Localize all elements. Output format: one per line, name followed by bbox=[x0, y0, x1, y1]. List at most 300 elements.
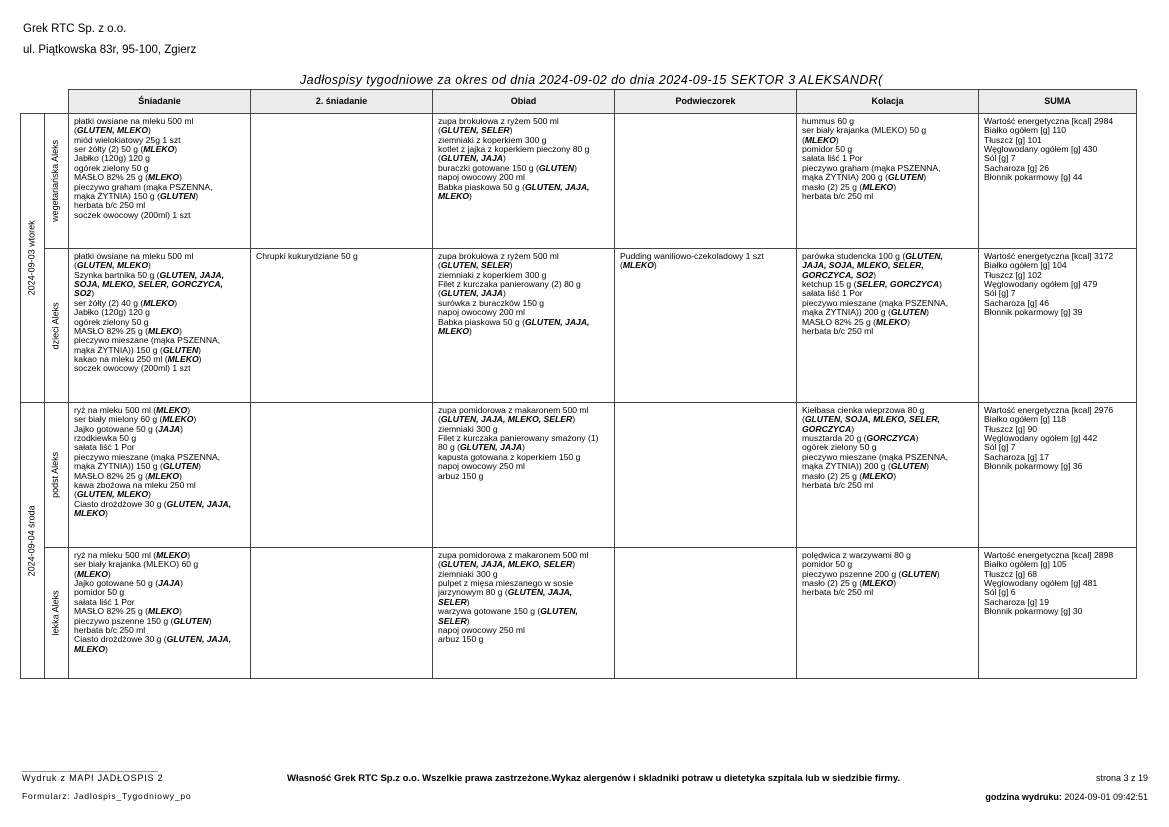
print-time-value: 2024-09-01 09:42:51 bbox=[1064, 792, 1148, 802]
dish-text: ) bbox=[926, 307, 930, 318]
dish-text: arbuz 150 g bbox=[438, 634, 484, 645]
dish-text: mąka ŻYTNIA)) 150 g ( bbox=[74, 461, 163, 472]
dish-text: pieczywo mieszane (mąka PSZENNA, bbox=[802, 451, 949, 462]
dish-text: kotlet z jajka z koperkiem pieczony 80 g bbox=[438, 144, 590, 155]
dish-text: Węglowodany ogółem [g] 479 bbox=[984, 279, 1098, 290]
allergen-text: SO2 bbox=[74, 288, 92, 299]
allergen-text: GLUTEN, JAJA, bbox=[166, 498, 232, 509]
allergen-text: GLUTEN bbox=[173, 615, 209, 626]
dish-text: ) bbox=[572, 414, 576, 425]
column-header-kolacja: Kolacja bbox=[797, 90, 979, 114]
dish-text: Pudding waniliowo-czekoladowy 1 szt bbox=[620, 251, 764, 261]
allergen-text: MLEKO bbox=[74, 507, 106, 518]
dish-text: ( bbox=[74, 125, 77, 136]
allergen-text: SELER, GORCZYCA bbox=[856, 279, 940, 290]
dish-text: ( bbox=[438, 288, 441, 299]
menu-line bbox=[802, 481, 973, 490]
allergen-text: GLUTEN, JAJA bbox=[440, 288, 503, 299]
column-header-podwieczorek: Podwieczorek bbox=[615, 90, 797, 114]
dish-text: herbata b/c 250 ml bbox=[802, 479, 874, 490]
dish-text: soczek owocowy (200ml) 1 szt bbox=[74, 363, 191, 374]
print-time bbox=[985, 792, 1148, 802]
allergen-text: MLEKO bbox=[156, 405, 188, 415]
allergen-text: GLUTEN, bbox=[905, 251, 943, 261]
dish-text: pomidor 50 g bbox=[802, 144, 853, 155]
dish-text: ) bbox=[574, 162, 578, 173]
summary-cell bbox=[979, 249, 1137, 403]
dish-text: ) bbox=[179, 606, 182, 617]
meal-cell-kolacja bbox=[797, 114, 979, 249]
menu-line bbox=[438, 192, 609, 201]
dish-text: ) bbox=[939, 279, 942, 290]
allergen-text: MLEKO bbox=[162, 414, 194, 425]
dish-text: ser żółty (2) 50 g ( bbox=[74, 144, 144, 155]
dish-text: kapusta gotowana z koperkiem 150 g bbox=[438, 451, 581, 462]
dish-text: Sacharoza [g] 26 bbox=[984, 162, 1049, 173]
dish-text: ) bbox=[893, 470, 897, 481]
diet-label: wegetariańska Aleks bbox=[50, 139, 61, 223]
allergen-text: GLUTEN, JAJA, bbox=[524, 316, 590, 327]
meal-cell-2-sniadanie bbox=[251, 249, 433, 403]
dish-text: ) bbox=[915, 433, 919, 444]
dish-text: ogórek zielony 50 g bbox=[74, 162, 149, 173]
dish-text: pieczywo mieszane (mąka PSZENNA, bbox=[802, 297, 949, 308]
weekly-menu-table bbox=[20, 89, 1137, 679]
dish-text: sałata liść 1 Por bbox=[802, 153, 863, 164]
allergen-text: GLUTEN, JAJA, bbox=[166, 634, 232, 645]
dish-text: napoj owocowy 250 ml bbox=[438, 624, 525, 635]
menu-line bbox=[74, 280, 245, 289]
meal-cell-kolacja bbox=[797, 249, 979, 403]
dish-text: MASŁO 82% 25 g ( bbox=[74, 325, 149, 336]
dish-text: herbata b/c 250 ml bbox=[802, 325, 874, 336]
meal-cell-sniadanie bbox=[69, 114, 251, 249]
dish-text: MASŁO 82% 25 g ( bbox=[74, 470, 149, 481]
dish-text: ( bbox=[620, 260, 623, 271]
dish-text: napoj owocowy 200 ml bbox=[438, 172, 525, 183]
date-label: 2024-09-03 wtorek bbox=[26, 220, 37, 296]
allergen-text: GLUTEN bbox=[162, 344, 199, 355]
dish-text: ) bbox=[174, 144, 178, 155]
dish-text: kawa zbożowa na mleku 250 ml bbox=[74, 479, 196, 490]
menu-line bbox=[802, 327, 973, 336]
meal-cell-podwieczorek bbox=[615, 548, 797, 679]
allergen-text: GLUTEN, JAJA, MLEKO, SELER bbox=[440, 559, 573, 570]
footer-printout-label: Wydruk z MAPI JADŁOSPIS 2 bbox=[22, 773, 164, 783]
dish-text: zupa pomidorowa z makaronem 500 ml bbox=[438, 550, 589, 560]
dish-text: ) bbox=[174, 297, 178, 308]
diet-cell bbox=[45, 114, 69, 249]
dish-text: Filet z kurczaka panierowany (2) 80 g bbox=[438, 279, 581, 290]
dish-text: Tłuszcz [g] 102 bbox=[984, 269, 1042, 280]
dish-text: ) bbox=[195, 190, 199, 201]
allergen-text: GLUTEN bbox=[159, 190, 196, 201]
dish-text: herbata b/c 250 ml bbox=[802, 190, 874, 201]
meal-cell-podwieczorek bbox=[615, 403, 797, 548]
menu-line bbox=[256, 252, 427, 261]
allergen-text: GLUTEN, JAJA, bbox=[507, 587, 573, 598]
dish-text: ( bbox=[74, 489, 77, 500]
allergen-text: GLUTEN bbox=[890, 461, 927, 472]
document-title: Jadłospisy tygodniowe za okres od dnia 2024-09-02 do dnia 2024-09-15 SEKTOR 3 ALEKSANDR( bbox=[300, 73, 883, 87]
dish-text: ) bbox=[198, 344, 202, 355]
dish-text: ( bbox=[438, 260, 441, 271]
allergen-text: GLUTEN bbox=[901, 568, 937, 579]
dish-text: ogórek zielony 50 g bbox=[802, 442, 877, 453]
dish-text: ) bbox=[179, 325, 182, 336]
allergen-text: MLEKO bbox=[74, 643, 106, 654]
dish-text: ) bbox=[148, 125, 151, 136]
allergen-text: MLEKO bbox=[862, 470, 894, 481]
header-blank-date bbox=[21, 90, 45, 114]
dish-text: masło (2) 25 g ( bbox=[802, 578, 863, 589]
dish-text: warzywa gotowane 150 g ( bbox=[438, 606, 541, 617]
dish-text: ) bbox=[148, 489, 151, 500]
allergen-text: MLEKO bbox=[76, 568, 108, 579]
menu-line bbox=[438, 327, 609, 336]
dish-text: pieczywo pszenne 150 g ( bbox=[74, 615, 174, 626]
meal-cell-2-sniadanie bbox=[251, 114, 433, 249]
diet-cell bbox=[45, 403, 69, 548]
dish-text: pieczywo graham (mąka PSZENNA, bbox=[74, 181, 213, 192]
dish-text: MASŁO 82% 25 g ( bbox=[74, 172, 149, 183]
menu-line bbox=[438, 472, 609, 481]
allergen-text: GLUTEN, JAJA, bbox=[524, 181, 590, 192]
table-row bbox=[21, 249, 1137, 403]
dish-text: ) bbox=[502, 153, 506, 164]
dish-text: ) bbox=[148, 260, 151, 271]
dish-text: ryż na mleku 500 ml ( bbox=[74, 550, 157, 560]
menu-line bbox=[74, 364, 245, 373]
dish-text: ( bbox=[74, 260, 77, 271]
column-header-obiad: Obiad bbox=[433, 90, 615, 114]
meal-cell-2-sniadanie bbox=[251, 548, 433, 679]
print-time-label: godzina wydruku: bbox=[985, 792, 1062, 802]
company-address: ul. Piątkowska 83r, 95-100, Zgierz bbox=[23, 44, 197, 56]
dish-text: ) bbox=[107, 568, 111, 579]
dish-text: Błonnik pokarmowy [g] 44 bbox=[984, 172, 1083, 183]
dish-text: Błonnik pokarmowy [g] 30 bbox=[984, 606, 1083, 617]
dish-text: buraczki gotowane 150 g ( bbox=[438, 162, 539, 173]
date-cell bbox=[21, 114, 45, 403]
dish-text: Kiełbasa cienka wieprzowa 80 g bbox=[802, 405, 925, 415]
meal-cell-obiad bbox=[433, 249, 615, 403]
dish-text: napoj owocowy 200 ml bbox=[438, 307, 525, 318]
allergen-text: GLUTEN, JAJA, MLEKO, SELER bbox=[440, 414, 573, 425]
dish-text: sałata liść 1 Por bbox=[74, 596, 135, 607]
menu-line bbox=[620, 261, 791, 270]
dish-text: masło (2) 25 g ( bbox=[802, 470, 863, 481]
dish-text: Ciasto drożdżowe 30 g ( bbox=[74, 634, 167, 645]
dish-text: ( bbox=[438, 125, 441, 136]
allergen-text: GLUTEN bbox=[162, 461, 199, 472]
dish-text: Węglowodany ogółem [g] 442 bbox=[984, 433, 1098, 444]
allergen-text: GLUTEN bbox=[538, 162, 575, 173]
dish-text: surówka z buraczków 150 g bbox=[438, 297, 545, 308]
dish-text: Białko ogółem [g] 110 bbox=[984, 125, 1067, 136]
allergen-text: MLEKO bbox=[156, 550, 188, 560]
diet-cell bbox=[45, 249, 69, 403]
dish-text: Wartość energetyczna [kcal] 2976 bbox=[984, 405, 1114, 415]
menu-line bbox=[438, 635, 609, 644]
meal-cell-podwieczorek bbox=[615, 114, 797, 249]
menu-line bbox=[802, 192, 973, 201]
dish-text: mąka ŻYTNIA) 150 g ( bbox=[74, 190, 160, 201]
dish-text: Sól [g] 6 bbox=[984, 587, 1016, 598]
dish-text: ) bbox=[105, 643, 108, 654]
dish-text: polędwica z warzywami 80 g bbox=[802, 550, 911, 560]
dish-text: kakao na mleku 250 ml ( bbox=[74, 353, 168, 364]
dish-text: ) bbox=[187, 550, 191, 560]
company-name: Grek RTC Sp. z o.o. bbox=[23, 23, 127, 35]
dish-text: Sacharoza [g] 17 bbox=[984, 451, 1049, 462]
dish-text: ) bbox=[923, 172, 927, 183]
table-row bbox=[21, 114, 1137, 249]
dish-text: pieczywo mieszane (mąka PSZENNA, bbox=[74, 335, 221, 346]
menu-line bbox=[802, 588, 973, 597]
dish-text: ziemniaki 300 g bbox=[438, 568, 498, 579]
meal-cell-obiad bbox=[433, 403, 615, 548]
dish-text: hummus 60 g bbox=[802, 116, 855, 126]
dish-text: Filet z kurczaka panierowany smażony (1) bbox=[438, 433, 599, 444]
dish-text: mąka ŻYTNIA)) 200 g ( bbox=[802, 307, 891, 318]
dish-text: herbata b/c 250 ml bbox=[74, 624, 146, 635]
allergen-text: GLUTEN, MLEKO bbox=[76, 125, 149, 136]
dish-text: 80 g ( bbox=[438, 442, 460, 453]
allergen-text: GLUTEN, SELER bbox=[440, 260, 510, 271]
diet-label: lekka Aleks bbox=[50, 590, 61, 636]
dish-text: Węglowodany ogółem [g] 481 bbox=[984, 578, 1098, 589]
dish-text: Babka piaskowa 50 g ( bbox=[438, 316, 525, 327]
dish-text: ) bbox=[936, 568, 940, 579]
dish-text: ser biały krajanka (MLEKO) 50 g bbox=[802, 125, 927, 136]
dish-text: herbata b/c 250 ml bbox=[802, 587, 874, 598]
menu-line bbox=[74, 645, 245, 654]
column-header-2-sniadanie: 2. śniadanie bbox=[251, 90, 433, 114]
allergen-text: MLEKO bbox=[148, 325, 180, 336]
date-label: 2024-09-04 środa bbox=[26, 504, 37, 577]
meal-cell-obiad bbox=[433, 548, 615, 679]
dish-text: mąka ŻYTNIA)) 150 g ( bbox=[74, 344, 163, 355]
allergen-text: JAJA bbox=[158, 578, 181, 589]
dish-text: ( bbox=[438, 559, 441, 570]
allergen-text: GLUTEN, bbox=[540, 606, 578, 617]
meal-cell-sniadanie bbox=[69, 403, 251, 548]
meal-cell-kolacja bbox=[797, 548, 979, 679]
allergen-text: GLUTEN, SOJA, MLEKO, SELER, bbox=[804, 414, 940, 425]
dish-text: Chrupki kukurydziane 50 g bbox=[256, 251, 358, 261]
dish-text: ketchup 15 g ( bbox=[802, 279, 857, 290]
table-row bbox=[21, 548, 1137, 679]
dish-text: Białko ogółem [g] 105 bbox=[984, 559, 1067, 570]
dish-text: ) bbox=[179, 470, 182, 481]
dish-text: Jabłko (120g) 120 g bbox=[74, 307, 150, 318]
dish-text: Tłuszcz [g] 101 bbox=[984, 134, 1042, 145]
dish-text: ) bbox=[466, 615, 470, 626]
dish-text: Błonnik pokarmowy [g] 36 bbox=[984, 461, 1083, 472]
dish-text: ziemniaki z koperkiem 300 g bbox=[438, 269, 547, 280]
dish-text: Tłuszcz [g] 90 bbox=[984, 423, 1038, 434]
dish-text: Błonnik pokarmowy [g] 39 bbox=[984, 307, 1083, 318]
table-row bbox=[21, 403, 1137, 548]
allergen-text: GORCZYCA bbox=[802, 423, 852, 434]
dish-text: ) bbox=[469, 190, 472, 201]
dish-text: ) bbox=[105, 507, 108, 518]
dish-text: ) bbox=[469, 325, 472, 336]
header-blank-diet bbox=[45, 90, 69, 114]
diet-label: dzieci Aleks bbox=[50, 301, 61, 350]
allergen-text: MLEKO bbox=[876, 316, 908, 327]
allergen-text: MLEKO bbox=[143, 297, 175, 308]
dish-text: mąka ŻYTNIA)) 200 g ( bbox=[802, 461, 891, 472]
allergen-text: MLEKO bbox=[148, 606, 180, 617]
dish-text: ) bbox=[873, 269, 877, 280]
dish-text: ziemniaki 300 g bbox=[438, 423, 498, 434]
dish-text: herbata b/c 250 ml bbox=[74, 200, 146, 211]
dish-text: miód wielokiatowy 25g 1 szt bbox=[74, 134, 181, 145]
dish-text: płatki owsiane na mleku 500 ml bbox=[74, 251, 194, 261]
footer-ownership-notice: Własność Grek RTC Sp.z o.o. Wszelkie prawa zastrzeżone.Wykaz alergenów i skladniki potraw u dietetyka szpitala lub w siedzibie firmy. bbox=[287, 773, 901, 784]
dish-text: ) bbox=[193, 414, 197, 425]
dish-text: Sacharoza [g] 19 bbox=[984, 596, 1049, 607]
summary-cell bbox=[979, 548, 1137, 679]
allergen-text: MLEKO bbox=[167, 353, 199, 364]
menu-line bbox=[74, 509, 245, 518]
allergen-text: GORCZYCA bbox=[866, 433, 916, 444]
dish-text: ) bbox=[907, 316, 910, 327]
dish-text: ) bbox=[179, 172, 182, 183]
dish-text: pieczywo graham (mąka PSZENNA, bbox=[802, 162, 941, 173]
allergen-text: MLEKO bbox=[148, 172, 180, 183]
dish-text: Białko ogółem [g] 104 bbox=[984, 260, 1067, 271]
dish-text: ( bbox=[438, 414, 441, 425]
dish-text: MASŁO 82% 25 g ( bbox=[802, 316, 877, 327]
allergen-text: SELER bbox=[438, 615, 467, 626]
dish-text: pomidor 50 g bbox=[802, 559, 853, 570]
dish-text: ) bbox=[466, 596, 470, 607]
dish-text: mąka ŻYTNIA) 200 g ( bbox=[802, 172, 888, 183]
dish-text: sałata liść 1 Por bbox=[802, 288, 863, 299]
menu-line bbox=[984, 607, 1131, 616]
dish-text: Jabłko (120g) 120 g bbox=[74, 153, 150, 164]
dish-text: ) bbox=[835, 134, 839, 145]
meal-cell-sniadanie bbox=[69, 249, 251, 403]
dish-text: MASŁO 82% 25 g ( bbox=[74, 606, 149, 617]
dish-text: ) bbox=[572, 559, 576, 570]
meal-cell-podwieczorek bbox=[615, 249, 797, 403]
column-header-sniadanie: Śniadanie bbox=[69, 90, 251, 114]
dish-text: Białko ogółem [g] 118 bbox=[984, 414, 1067, 425]
dish-text: ) bbox=[893, 181, 897, 192]
dish-text: pomidor 50 g bbox=[74, 587, 125, 598]
dish-text: musztarda 20 g ( bbox=[802, 433, 867, 444]
dish-text: ) bbox=[91, 288, 95, 299]
column-header-suma: SUMA bbox=[979, 90, 1137, 114]
dish-text: ( bbox=[74, 568, 77, 579]
allergen-text: MLEKO bbox=[143, 144, 175, 155]
summary-cell bbox=[979, 403, 1137, 548]
allergen-text: MLEKO bbox=[148, 470, 180, 481]
dish-text: pieczywo pszenne 200 g ( bbox=[802, 568, 902, 579]
dish-text: parówka studencka 100 g ( bbox=[802, 251, 906, 261]
dish-text: pieczywo mieszane (mąka PSZENNA, bbox=[74, 451, 221, 462]
dish-text: Sól [g] 7 bbox=[984, 288, 1016, 299]
dish-text: ser żółty (2) 40 g ( bbox=[74, 297, 144, 308]
allergen-text: JAJA, SOJA, MLEKO, SELER, bbox=[802, 260, 924, 271]
dish-text: ) bbox=[502, 288, 506, 299]
footer-form-label: Formularz: Jadlospis_Tygodniowy_po bbox=[22, 791, 192, 801]
dish-text: Tłuszcz [g] 68 bbox=[984, 568, 1038, 579]
dish-text: arbuz 150 g bbox=[438, 470, 484, 481]
dish-text: soczek owocowy (200ml) 1 szt bbox=[74, 209, 191, 220]
allergen-text: GLUTEN bbox=[887, 172, 924, 183]
allergen-text: MLEKO bbox=[622, 260, 654, 271]
meal-cell-2-sniadanie bbox=[251, 403, 433, 548]
meal-cell-kolacja bbox=[797, 403, 979, 548]
dish-text: ) bbox=[653, 260, 657, 271]
dish-text: ) bbox=[509, 125, 513, 136]
dish-text: ryż na mleku 500 ml ( bbox=[74, 405, 157, 415]
dish-text: ) bbox=[509, 260, 513, 271]
allergen-text: GLUTEN bbox=[890, 307, 927, 318]
dish-text: Jajko gotowane 50 g ( bbox=[74, 423, 159, 434]
dish-text: pulpet z mięsa mieszanego w sosie bbox=[438, 578, 574, 589]
dish-text: sałata liść 1 Por bbox=[74, 442, 135, 453]
dish-text: Ciasto drożdżowe 30 g ( bbox=[74, 498, 167, 509]
dish-text: ) bbox=[198, 353, 202, 364]
dish-text: Babka piaskowa 50 g ( bbox=[438, 181, 525, 192]
dish-text: ) bbox=[187, 405, 191, 415]
page-number: strona 3 z 19 bbox=[1095, 773, 1148, 783]
allergen-text: GLUTEN, MLEKO bbox=[76, 260, 149, 271]
menu-line bbox=[74, 211, 245, 220]
dish-text: ) bbox=[180, 423, 183, 434]
dish-text: Sól [g] 7 bbox=[984, 153, 1016, 164]
dish-text: ser biały krajanka (MLEKO) 60 g bbox=[74, 559, 199, 570]
dish-text: ) bbox=[851, 423, 855, 434]
dish-text: rzodkiewka 50 g bbox=[74, 433, 137, 444]
date-cell bbox=[21, 403, 45, 679]
dish-text: jarzynowym 80 g ( bbox=[438, 587, 508, 598]
dish-text: ogórek zielony 50 g bbox=[74, 316, 149, 327]
menu-line bbox=[984, 173, 1131, 182]
menu-line bbox=[984, 462, 1131, 471]
allergen-text: GLUTEN, MLEKO bbox=[76, 489, 149, 500]
dish-text: Sacharoza [g] 46 bbox=[984, 297, 1049, 308]
allergen-text: MLEKO bbox=[862, 578, 894, 589]
allergen-text: MLEKO bbox=[438, 325, 470, 336]
meal-cell-obiad bbox=[433, 114, 615, 249]
dish-text: zupa brokułowa z ryżem 500 ml bbox=[438, 251, 559, 261]
dish-text: ( bbox=[438, 153, 441, 164]
dish-text: Wartość energetyczna [kcal] 3172 bbox=[984, 251, 1114, 261]
dish-text: Wartość energetyczna [kcal] 2898 bbox=[984, 550, 1114, 560]
dish-text: Węglowodany ogółem [g] 430 bbox=[984, 144, 1098, 155]
dish-text: płatki owsiane na mleku 500 ml bbox=[74, 116, 194, 126]
dish-text: Sól [g] 7 bbox=[984, 442, 1016, 453]
dish-text: Wartość energetyczna [kcal] 2984 bbox=[984, 116, 1114, 126]
dish-text: Jajko gotowane 50 g ( bbox=[74, 578, 159, 589]
allergen-text: MLEKO bbox=[804, 134, 836, 145]
meal-cell-sniadanie bbox=[69, 548, 251, 679]
dish-text: Szynka bartnika 50 g ( bbox=[74, 269, 160, 280]
allergen-text: GORCZYCA, SO2 bbox=[802, 269, 874, 280]
dish-text: zupa pomidorowa z makaronem 500 ml bbox=[438, 405, 589, 415]
dish-text: zupa brokułowa z ryżem 500 ml bbox=[438, 116, 559, 126]
allergen-text: JAJA bbox=[158, 423, 181, 434]
allergen-text: GLUTEN, SELER bbox=[440, 125, 510, 136]
dish-text: ser biały mielony 60 g ( bbox=[74, 414, 163, 425]
